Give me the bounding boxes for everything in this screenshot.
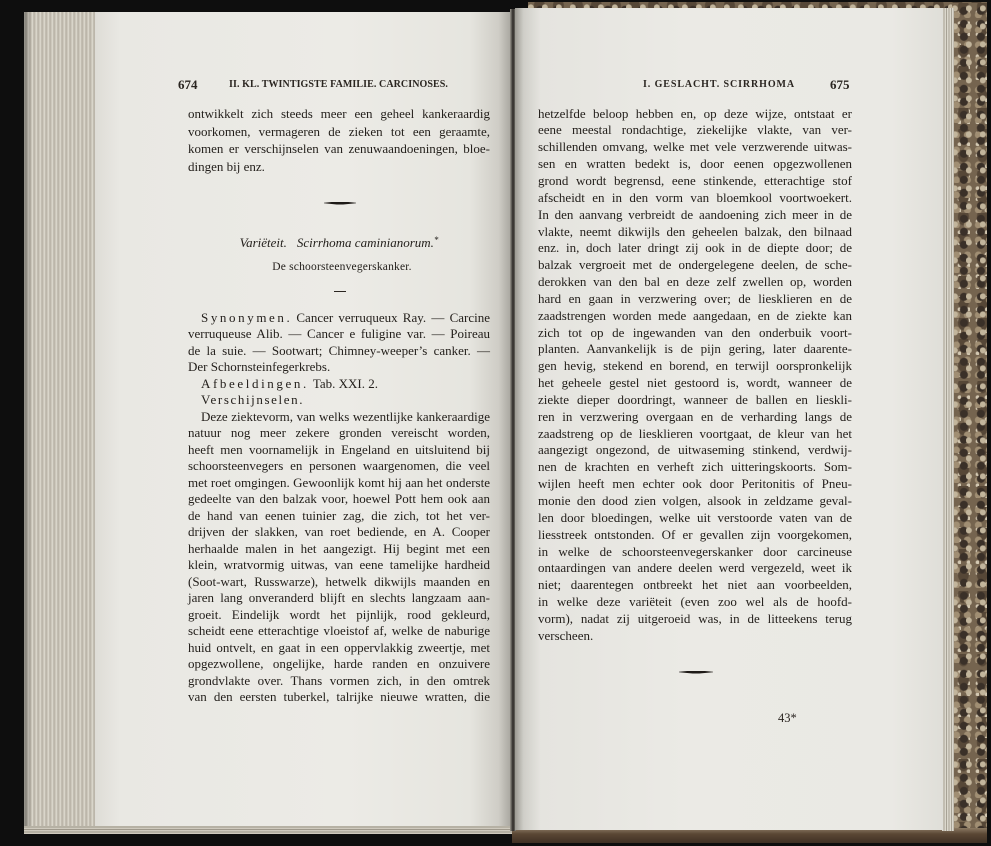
text-line: verscheen. xyxy=(538,627,594,643)
text-line: len door bloedingen, welke uit verstoorde vaten van de xyxy=(538,509,852,525)
text-line: vlakte, neemt dikwijls den geheelen balzak, den bilnaad xyxy=(538,223,852,239)
page-stack-left xyxy=(24,12,96,834)
text-line xyxy=(201,376,490,393)
text-line: in welke deze variëteit (even zoo wel als de hoofd- xyxy=(538,594,852,610)
page-stack-bottom xyxy=(24,826,514,834)
page-number: 674 xyxy=(178,77,198,92)
text-line: grond wordt begrensd, eene stinkende, etterachtige stof xyxy=(538,172,852,188)
running-head: II. KL. TWINTIGSTE FAMILIE. CARCINOSES. xyxy=(229,79,448,90)
line-text: Tab. XXI. 2. xyxy=(312,375,378,391)
variety-name: Scirrhoma caminianorum. xyxy=(296,235,434,250)
line-text: Cancer verruqueux Ray. — Carcine xyxy=(296,309,490,325)
footnote-mark: * xyxy=(433,235,439,245)
text-line: de la suie. — Sootwart; Chimney-weeper’s canker. — xyxy=(188,342,490,358)
text-line: aangezigt ongezond, de uitwaseming stinkend, verdwij- xyxy=(538,442,852,458)
variety-heading xyxy=(188,232,490,251)
text-line: planten. Aanvankelijk is de pijn gering, later daarente- xyxy=(538,341,852,357)
text-line: afscheidt en in den vorm van bloemkool voortwoekert. xyxy=(538,189,852,205)
text-line: liesstreek ontstonden. Of er gevallen zijn voorgekomen, xyxy=(538,526,852,542)
text-line: opgezwollene, ongelijke, harde randen en onzuivere xyxy=(188,656,490,672)
text-line: ontwikkelt zich steeds meer een geheel kankeraardig xyxy=(188,106,490,122)
text-line: grondvlakte over. Thans vormen zich, in den omtrek xyxy=(188,672,490,688)
ornamental-rule xyxy=(679,671,713,674)
text-line: de hand van eenen tuinier zag, die zich, tot het ver- xyxy=(188,507,490,523)
text-line: ren in verzwering overgaan en de verharding langs de xyxy=(538,408,852,424)
text-line: herhaalde malen in het aangezigt. Hij begint met een xyxy=(188,540,490,556)
text-line: van den eersten tuberkel, talrijke nieuwe wratten, die xyxy=(188,689,490,705)
text-line: zaadstrengen worden mede aangedaan, en de ziekte kan xyxy=(538,307,852,323)
text-line: met roet omgingen. Gewoonlijk komt hij aan het onderste xyxy=(188,474,490,490)
text-line: sen en wratten bedekt is, door eenen opgezwollenen xyxy=(538,156,852,172)
text-line: verruqueuse Alib. — Cancer e fuligine var. — Poireau xyxy=(188,326,490,342)
section-label: Afbeeldingen. xyxy=(201,375,309,391)
text-line: natuur nog meer zekere gronden vereischt worden, xyxy=(188,425,490,441)
text-line: in welke de schoorsteenvegerskanker door carcineuse xyxy=(538,543,852,559)
text-line: niet; daarentegen ontbreekt het niet aan voorbeelden, xyxy=(538,577,852,593)
text-line: drijven der slakken, van roet bediende, en A. Cooper xyxy=(188,524,490,540)
text-line: hetzelfde beloop hebben en, op deze wijze, ontstaat er xyxy=(538,105,852,121)
text-line: zich tot op de ingewanden van den onderbuik voort- xyxy=(538,324,852,340)
running-head: I. GESLACHT. SCIRRHOMA xyxy=(643,79,795,90)
text-line: schillenden omvang, welke met vele verzwerende uitwas- xyxy=(538,139,852,155)
text-line: schoorsteenvegers en personen waargenomen, die veel xyxy=(188,458,490,474)
text-line: enz. in, doch later dringt zij ook in de diepte door; de xyxy=(538,240,852,256)
text-line: In den aanvang verbreidt de aandoening zich meer in de xyxy=(538,206,852,222)
variety-label: Variëteit. xyxy=(239,235,287,250)
section-label: Synonymen. xyxy=(201,309,293,325)
text-line: derokken van den bal en deze zelf zwellen op, worden xyxy=(538,274,852,290)
left-page xyxy=(95,12,511,826)
text-line: zaadstreng op de liesklieren voortgaat, de kleur van het xyxy=(538,425,852,441)
ornamental-rule xyxy=(324,202,356,205)
text-line: huid ontvelt, en gaat in een oppervlakkig zweertje, met xyxy=(188,639,490,655)
text-line: voorkomen, vermageren de zieken tot een geraamte, xyxy=(188,123,490,139)
text-line: het geheele gestel niet gestoord is, wordt, wanneer de xyxy=(538,375,852,391)
text-line: ontaardingen van andere deelen werd vergezeld, weet ik xyxy=(538,560,852,576)
marbled-cover-right xyxy=(952,3,987,843)
text-line: balzak vergroeit met de ondergelegene deelen, de sche- xyxy=(538,257,852,273)
text-line: jaren lang onveranderd blijft en slechts langzaam aan- xyxy=(188,590,490,606)
signature-mark: 43* xyxy=(778,711,797,725)
text-line: hard en gaan in verzwering over; de liesklieren en de xyxy=(538,290,852,306)
text-line: (Soot-wart, Russwarze), hetwelk dikwijls maanden en xyxy=(188,573,490,589)
text-line: dingen bij enz. xyxy=(188,158,265,174)
text-line: groeit. Eindelijk wordt het pijnlijk, rood gekleurd, xyxy=(188,606,490,622)
text-line: komen er verschijnselen van zenuwaandoeningen, bloe- xyxy=(188,141,490,157)
description-block xyxy=(188,310,490,706)
text-line: gen hevig, stekend en borend, en terwijl oorspronkelijk xyxy=(538,358,852,374)
text-line xyxy=(201,310,490,327)
page-number: 675 xyxy=(830,77,850,92)
text-line: eene meestal rondachtige, ziekelijke vlakte, van ver- xyxy=(538,122,852,138)
variety-subtitle: De schoorsteenvegerskanker. xyxy=(272,261,412,273)
text-line: scheidt eene etterachtige vloeistof af, welke de naburige xyxy=(188,623,490,639)
text-line: ziekte dieper doordringt, wanneer de ballen en lieskli- xyxy=(538,391,852,407)
right-page xyxy=(515,8,943,830)
text-line: monie den dood zien volgen, alsook in zeldzame geval- xyxy=(538,493,852,508)
text-line: heeft men voornamelijk in Engeland en uitsluitend bij xyxy=(188,441,490,457)
text-line: wijlen heeft men echter ook door Peritonitis of Pneu- xyxy=(538,476,852,492)
text-line: klein, wratvormig uitwas, van eene tamelijke hardheid xyxy=(188,557,490,573)
section-label: Verschijnselen. xyxy=(201,392,305,408)
cover-bottom-edge xyxy=(512,828,987,843)
text-line: Der Schornsteinfegerkrebs. xyxy=(188,359,331,375)
opening-paragraph xyxy=(188,105,490,175)
short-dash xyxy=(334,291,346,293)
body-text xyxy=(538,106,852,645)
page-stack-right xyxy=(942,8,954,831)
text-line: vorm), nadat zij uitgeroeid was, in de litteekens terug xyxy=(538,610,852,626)
text-line: gedeelte van den balzak voor, hoewel Pott hem ook aan xyxy=(188,491,490,507)
text-line: Deze ziektevorm, van welks wezentlijke kankeraardige xyxy=(201,408,490,424)
text-line: nen de krachten en verheft zich uitteringskoorts. Som- xyxy=(538,459,852,475)
text-line xyxy=(201,392,490,409)
